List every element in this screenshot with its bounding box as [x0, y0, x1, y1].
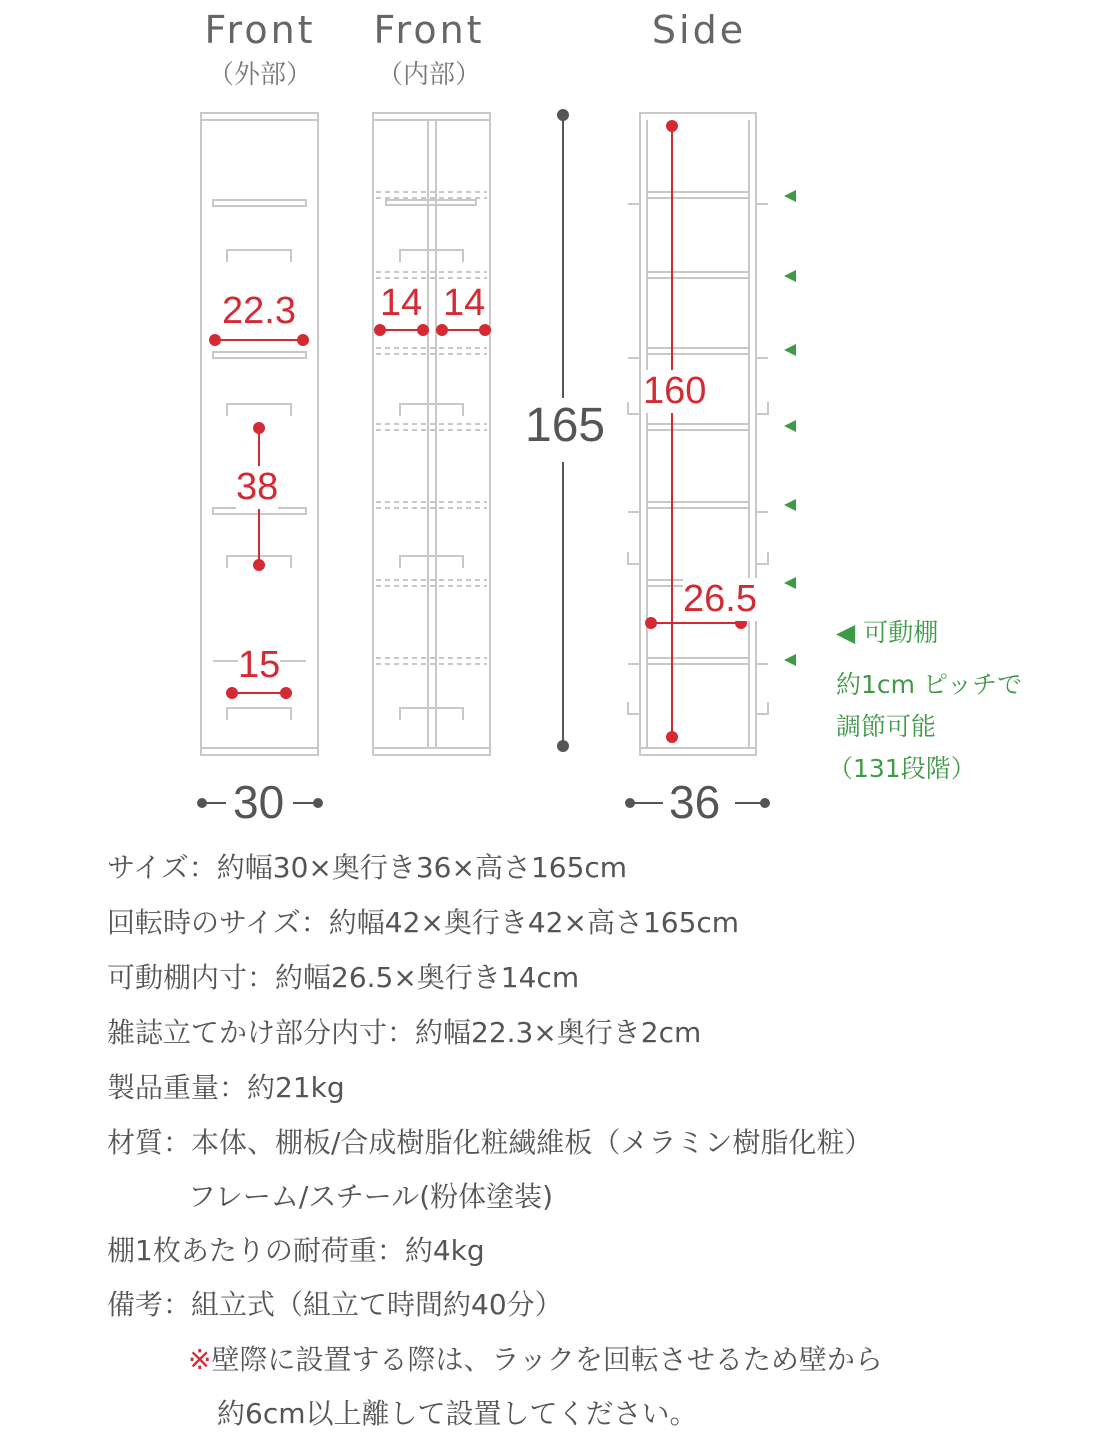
spec-load: 棚1枚あたりの耐荷重：約4kg	[107, 1234, 485, 1267]
spec-size: サイズ：約幅30×奥行き36×高さ165cm	[107, 851, 628, 884]
inner-left-label: 14	[380, 282, 423, 324]
depth-label: 36	[669, 776, 721, 828]
caution-line-2: 約6cm以上離して設置してください。	[217, 1397, 698, 1430]
caution-mark: ※	[188, 1343, 212, 1376]
inner-height-label: 160	[643, 370, 707, 412]
width-label: 30	[233, 776, 285, 828]
green-arrow-icon: ◀	[836, 618, 864, 647]
adjust-note: 調節可能	[836, 712, 937, 741]
front-inner-subtitle: （内部）	[376, 60, 481, 90]
shelf-gap-label: 38	[236, 466, 279, 508]
adjustable-shelf-note: ◀ 可動棚	[836, 618, 939, 647]
spec-rotation-size: 回転時のサイズ：約幅42×奥行き42×高さ165cm	[107, 906, 740, 939]
shelf-width-label: 26.5	[683, 578, 757, 620]
magazine-width-label: 22.3	[222, 290, 296, 332]
total-height-label: 165	[525, 399, 606, 452]
gray-dimension-lines	[198, 110, 769, 807]
spec-weight: 製品重量：約21kg	[107, 1071, 345, 1104]
spec-frame: フレーム/スチール(粉体塗装)	[188, 1180, 554, 1213]
lip-label: 15	[238, 644, 281, 686]
front-outer-subtitle: （外部）	[207, 60, 312, 90]
front-inner-title: Front	[373, 8, 485, 52]
spec-magazine-inner: 雑誌立てかけ部分内寸：約幅22.3×奥行き2cm	[107, 1016, 702, 1049]
adjustable-shelf-arrows	[784, 190, 796, 666]
caution-line-1: ※壁際に設置する際は、ラックを回転させるため壁から	[188, 1343, 883, 1376]
front-outer-title: Front	[204, 8, 316, 52]
spec-notes: 備考：組立式（組立て時間約40分）	[107, 1288, 563, 1321]
front-inner-cabinet	[373, 113, 490, 755]
side-cabinet	[628, 113, 768, 755]
spec-shelf-inner: 可動棚内寸：約幅26.5×奥行き14cm	[107, 961, 580, 994]
inner-right-label: 14	[443, 282, 486, 324]
pitch-note: 約1cm ピッチで	[836, 670, 1022, 699]
steps-note: （131段階）	[828, 754, 976, 783]
red-dimension-lines	[210, 121, 746, 742]
spec-material: 材質：本体、棚板/合成樹脂化粧繊維板（メラミン樹脂化粧）	[107, 1126, 873, 1159]
side-title: Side	[651, 8, 747, 52]
